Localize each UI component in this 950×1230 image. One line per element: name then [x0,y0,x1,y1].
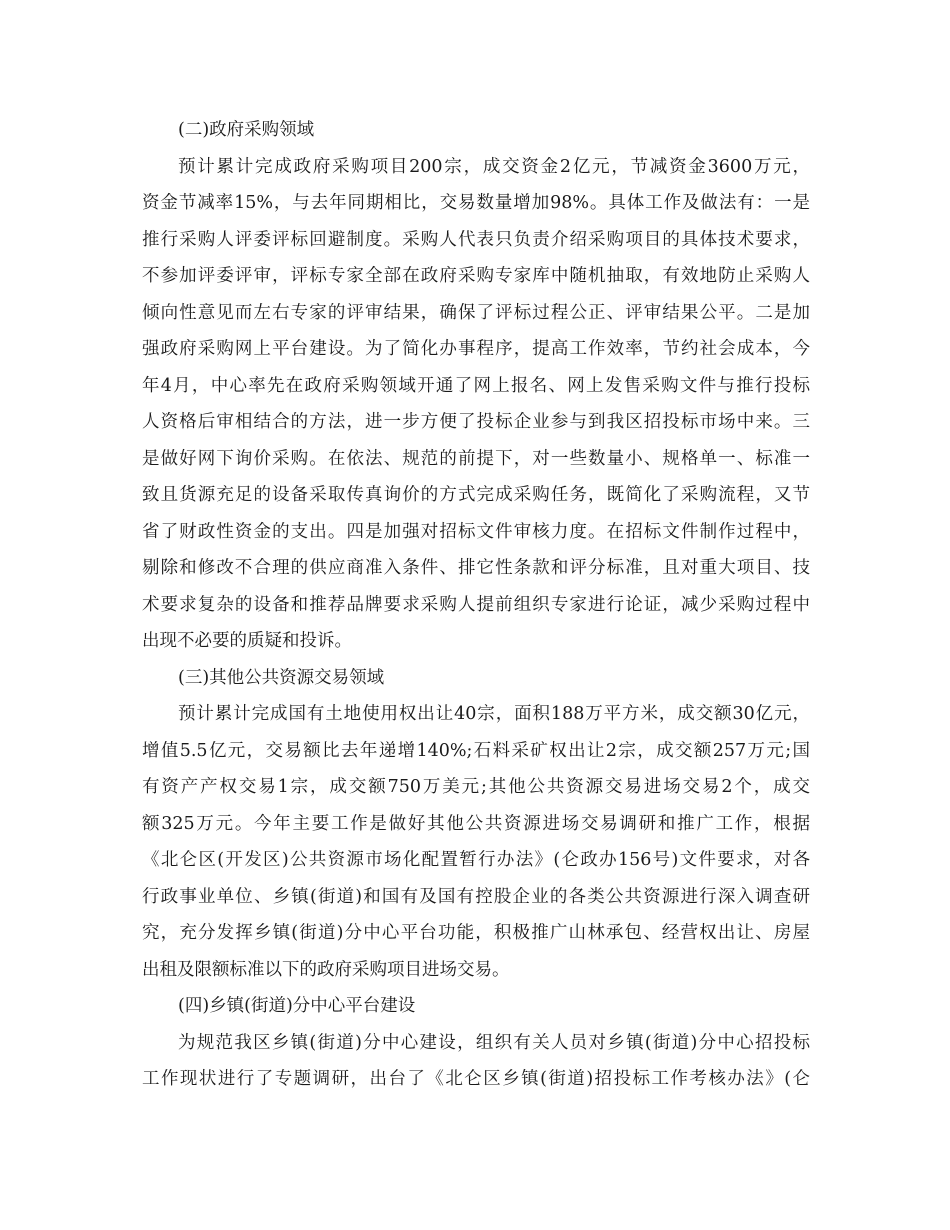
paragraph-line: 强政府采购网上平台建设。为了简化办事程序，提高工作效率，节约社会成本，今 [142,339,810,359]
paragraph-line: 剔除和修改不合理的供应商准入条件、排它性条款和评分标准，且对重大项目、技 [142,558,810,578]
paragraph-line: 倾向性意见而左右专家的评审结果，确保了评标过程公正、评审结果公平。二是加 [142,302,810,323]
paragraph-line: 术要求复杂的设备和推荐品牌要求采购人提前组织专家进行论证，减少采购过程中 [142,594,810,615]
paragraph-line: 预计累计完成国有土地使用权出让40宗，面积188万平方米，成交额30亿元， [178,704,810,724]
paragraph-line: 行政事业单位、乡镇(街道)和国有及国有控股企业的各类公共资源进行深入调查研 [142,886,810,907]
document-body [142,112,810,1098]
paragraph-line: 究，充分发挥乡镇(街道)分中心平台功能，积极推广山林承包、经营权出让、房屋 [142,923,810,943]
paragraph-line: 致且货源充足的设备采取传真询价的方式完成采购任务，既简化了采购流程，又节 [142,485,810,505]
paragraph-line: 有资产产权交易1宗，成交额750万美元;其他公共资源交易进场交易2个，成交 [142,777,810,797]
paragraph-line: 资金节减率15%，与去年同期相比，交易数量增加98%。具体工作及做法有：一是 [142,193,810,213]
paragraph-line: 出租及限额标准以下的政府采购项目进场交易。 [142,959,510,980]
paragraph-line: 不参加评委评审，评标专家全部在政府采购专家库中随机抽取，有效地防止采购人 [142,266,810,286]
section-heading-township-center: (四)乡镇(街道)分中心平台建设 [178,996,416,1016]
paragraph-line: 预计累计完成政府采购项目200宗，成交资金2亿元，节减资金3600万元， [178,156,810,177]
paragraph-line: 推行采购人评委评标回避制度。采购人代表只负责介绍采购项目的具体技术要求， [142,229,810,250]
paragraph-line: 是做好网下询价采购。在依法、规范的前提下，对一些数量小、规格单一、标准一 [142,448,810,469]
paragraph-line: 省了财政性资金的支出。四是加强对招标文件审核力度。在招标文件制作过程中， [142,521,810,542]
paragraph-line: 年4月，中心率先在政府采购领域开通了网上报名、网上发售采购文件与推行投标 [142,375,810,396]
paragraph-line: 《北仑区(开发区)公共资源市场化配置暂行办法》(仑政办156号)文件要求，对各 [142,850,810,870]
paragraph-line: 为规范我区乡镇(街道)分中心建设，组织有关人员对乡镇(街道)分中心招投标 [178,1032,810,1053]
section-heading-procurement: (二)政府采购领域 [178,120,315,140]
paragraph-line: 出现不必要的质疑和投诉。 [142,631,352,651]
paragraph-line: 额325万元。今年主要工作是做好其他公共资源进场交易调研和推广工作，根据 [142,813,810,834]
paragraph-line: 人资格后审相结合的方法，进一步方便了投标企业参与到我区招投标市场中来。三 [142,412,810,432]
paragraph-line: 工作现状进行了专题调研，出台了《北仑区乡镇(街道)招投标工作考核办法》(仑 [142,1069,810,1089]
paragraph-line: 增值5.5亿元，交易额比去年递增140%;石料采矿权出让2宗，成交额257万元;国 [142,740,810,761]
section-heading-public-resources: (三)其他公共资源交易领域 [178,667,385,688]
